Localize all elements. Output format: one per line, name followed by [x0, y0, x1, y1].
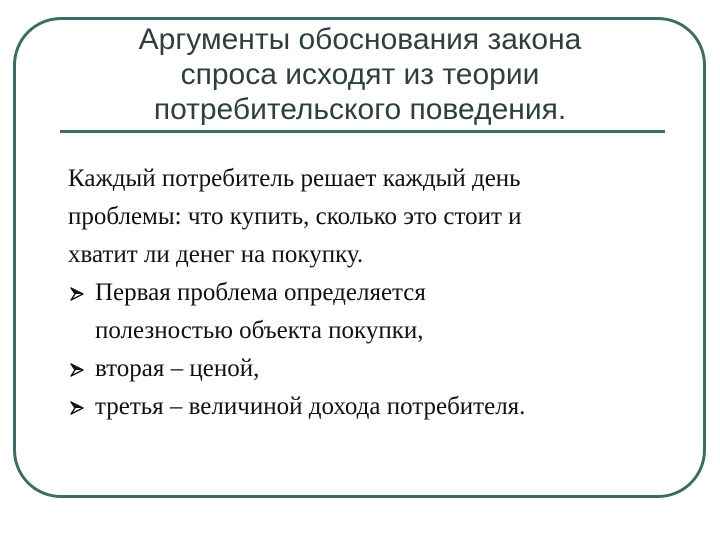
intro-paragraph: [68, 160, 688, 274]
bullet-list: [68, 274, 688, 426]
arrowhead-bullet-icon: [68, 388, 88, 426]
slide-title: [80, 22, 640, 127]
title-line: потребительского поведения.: [153, 93, 567, 126]
bullet-text-line: полезностью объекта покупки,: [95, 317, 424, 344]
arrowhead-bullet-icon: [68, 350, 88, 388]
title-line: спроса исходят из теории: [180, 58, 540, 91]
bullet-text-line: вторая – ценой,: [95, 355, 260, 382]
slide-body: [68, 160, 688, 426]
bullet-item: [68, 274, 688, 350]
intro-line: проблемы: что купить, сколько это стоит и: [68, 203, 522, 230]
bullet-text-line: Первая проблема определяется: [95, 279, 426, 306]
bullet-item: [68, 388, 688, 426]
title-divider: [60, 130, 665, 133]
arrowhead-bullet-icon: [68, 274, 88, 312]
bullet-text-line: третья – величиной дохода потребителя.: [95, 393, 526, 420]
bullet-item: [68, 350, 688, 388]
intro-line: Каждый потребитель решает каждый день: [68, 165, 521, 192]
intro-line: хватит ли денег на покупку.: [68, 241, 364, 268]
title-line: Аргументы обоснования закона: [138, 23, 582, 56]
